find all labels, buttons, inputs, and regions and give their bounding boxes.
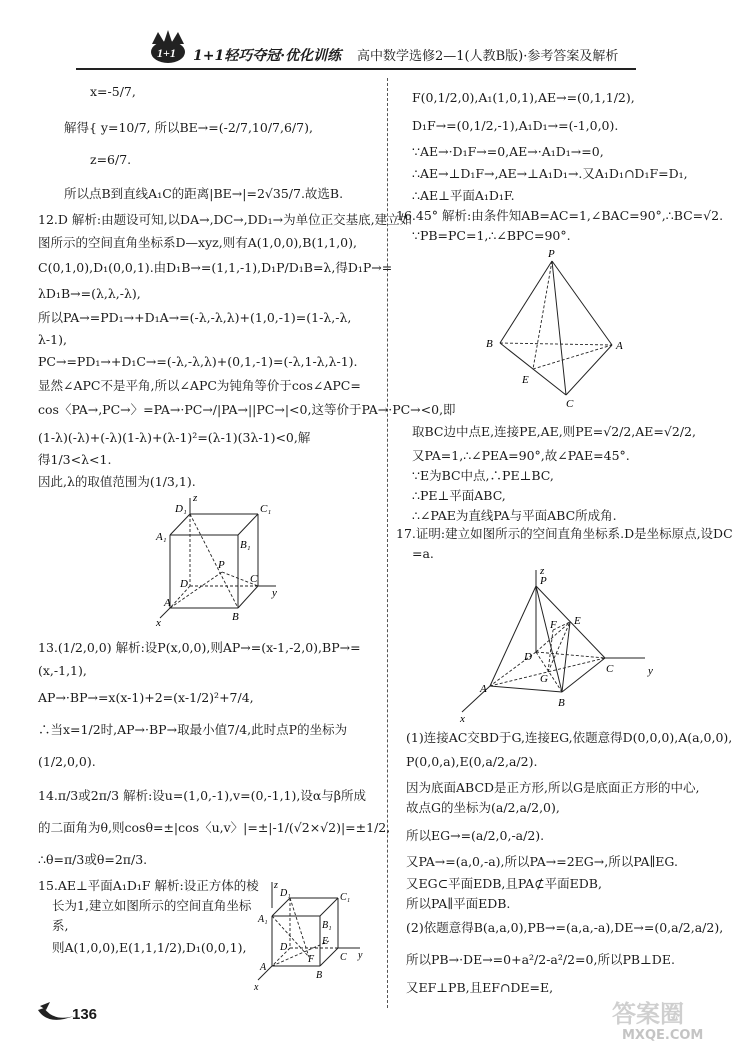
watermark-text: 答案圈 xyxy=(612,1000,684,1028)
header-subtitle: 高中数学选修2—1(人教B版)·参考答案及解析 xyxy=(357,49,619,64)
figure-cube-12 xyxy=(150,490,290,630)
text-line: (1-λ)(-λ)+(-λ)(1-λ)+(λ-1)²=(λ-1)(3λ-1)<0,解 xyxy=(38,430,311,445)
text-line: 17.证明:建立如图所示的空间直角坐标系.D是坐标原点,设DC xyxy=(396,526,733,541)
label-a1: A₁ xyxy=(258,914,268,925)
label-b: B xyxy=(486,338,493,350)
text-line: (2)依题意得B(a,a,0),PB→=(a,a,-a),DE→=(0,a/2,a/2), xyxy=(406,920,724,935)
label-z: z xyxy=(193,492,198,504)
text-line: 故点G的坐标为(a/2,a/2,0), xyxy=(406,800,560,815)
label-a: A xyxy=(616,340,623,352)
label-b: B xyxy=(316,970,323,981)
text-line: cos〈PA→,PC→〉=PA→·PC→/|PA→||PC→|<0,这等价于PA→·PC→<0,即 xyxy=(38,402,456,417)
text-line: ∵AE→·D₁F→=0,AE→·A₁D₁→=0, xyxy=(412,144,604,159)
text-line: ∴AE⊥平面A₁D₁F. xyxy=(412,188,515,203)
text-line: 又PA→=(a,0,-a),所以PA→=2EG→,所以PA∥EG. xyxy=(406,854,678,869)
text-line: 所以EG→=(a/2,0,-a/2). xyxy=(406,828,545,843)
text-line: 系, xyxy=(52,918,69,933)
text-line: 所以PA∥平面EDB. xyxy=(406,896,511,911)
text-line: 因为底面ABCD是正方形,所以G是底面正方形的中心, xyxy=(406,780,700,795)
text-line: 又PA=1,∴∠PEA=90°,故∠PAE=45°. xyxy=(412,448,630,463)
label-b: B xyxy=(232,611,239,623)
svg-text:1+1: 1+1 xyxy=(157,46,176,60)
text-line: (1)连接AC交BD于G,连接EG,依题意得D(0,0,0),A(a,0,0), xyxy=(406,730,733,745)
label-f: F xyxy=(550,619,557,631)
label-p: P xyxy=(218,559,225,571)
label-e: E xyxy=(574,615,581,627)
header-rule xyxy=(76,68,636,70)
label-y: y xyxy=(358,950,363,961)
label-c1: C₁ xyxy=(260,503,272,515)
text-line: F(0,1/2,0),A₁(1,0,1),AE→=(0,1,1/2), xyxy=(412,90,635,105)
text-line: ∴∠PAE为直线PA与平面ABC所成角. xyxy=(412,508,617,523)
text-line: 得1/3<λ<1. xyxy=(38,452,112,467)
text-line: 13.(1/2,0,0) 解析:设P(x,0,0),则AP→=(x-1,-2,0),BP→= xyxy=(38,640,361,655)
label-y: y xyxy=(648,665,653,677)
page-number: 136 xyxy=(72,1006,98,1023)
label-b1: B₁ xyxy=(240,539,251,551)
text-line: 又EF⊥PB,且EF∩DE=E, xyxy=(406,980,554,995)
label-d: D xyxy=(524,651,532,663)
label-b: B xyxy=(558,697,565,709)
text-line: ∵E为BC中点,∴PE⊥BC, xyxy=(412,468,554,483)
label-x: x xyxy=(156,617,161,629)
text-line: (x,-1,1), xyxy=(38,663,87,678)
label-d: D xyxy=(280,942,288,953)
label-d1: D₁ xyxy=(280,888,291,899)
label-p: P xyxy=(540,575,547,587)
label-x: x xyxy=(460,713,465,725)
text-line: 显然∠APC不是平角,所以∠APC为钝角等价于cos∠APC= xyxy=(38,378,361,393)
text-line: ∴θ=π/3或θ=2π/3. xyxy=(38,852,148,867)
text-line: 所以点B到直线A₁C的距离|BE→|=2√35/7.故选B. xyxy=(64,186,344,201)
text-line: λ-1), xyxy=(38,332,67,347)
text-line: ∵PB=PC=1,∴∠BPC=90°. xyxy=(412,228,571,243)
text-line: 15.AE⊥平面A₁D₁F 解析:设正方体的棱 xyxy=(38,878,259,893)
text-line: λD₁B→=(λ,λ,-λ), xyxy=(38,286,141,301)
text-line: 图所示的空间直角坐标系D—xyz,则有A(1,0,0),B(1,1,0), xyxy=(38,235,357,250)
label-d1: D₁ xyxy=(175,503,187,515)
label-z: z xyxy=(274,880,278,891)
label-y: y xyxy=(272,587,277,599)
label-f: F xyxy=(308,954,315,965)
label-z: z xyxy=(540,565,545,577)
text-line: 14.π/3或2π/3 解析:设u=(1,0,-1),v=(0,-1,1),设α与β所成 xyxy=(38,788,367,803)
label-c: C xyxy=(340,952,347,963)
label-c: C xyxy=(606,663,614,675)
figure-cube-15 xyxy=(252,878,372,993)
text-line: 取BC边中点E,连接PE,AE,则PE=√2/2,AE=√2/2, xyxy=(412,424,696,439)
text-line: P(0,0,a),E(0,a/2,a/2). xyxy=(406,754,538,769)
label-e: E xyxy=(522,374,529,386)
label-a: A xyxy=(480,683,487,695)
text-line: 解得{ y=10/7, 所以BE→=(-2/7,10/7,6/7), xyxy=(64,120,313,135)
text-line: z=6/7. xyxy=(90,152,132,167)
crown-logo-icon xyxy=(148,30,188,64)
label-d: D xyxy=(180,578,188,590)
label-e: E xyxy=(322,936,329,947)
label-b1: B₁ xyxy=(322,920,332,931)
text-line: 又EG⊂平面EDB,且PA⊄平面EDB, xyxy=(406,876,602,891)
text-line: x=-5/7, xyxy=(90,84,136,99)
text-line: (1/2,0,0). xyxy=(38,754,96,769)
text-line: C(0,1,0),D₁(0,0,1).由D₁B→=(1,1,-1),D₁P/D₁B=λ,得D₁P→= xyxy=(38,260,393,275)
swoosh-icon xyxy=(36,1002,76,1026)
text-line: ∴PE⊥平面ABC, xyxy=(412,488,506,503)
text-line: 长为1,建立如图所示的空间直角坐标 xyxy=(52,898,252,913)
header-logo xyxy=(148,30,188,64)
label-a: A xyxy=(164,597,171,609)
label-c: C xyxy=(250,573,258,585)
text-line: ∴当x=1/2时,AP→·BP→取最小值7/4,此时点P的坐标为 xyxy=(38,722,348,737)
text-line: 所以PA→=PD₁→+D₁A→=(-λ,-λ,λ)+(1,0,-1)=(1-λ,-λ, xyxy=(38,310,352,325)
text-line: D₁F→=(0,1/2,-1),A₁D₁→=(-1,0,0). xyxy=(412,118,619,133)
text-line: 的二面角为θ,则cosθ=±|cos〈u,v〉|=±|-1/(√2×√2)|=±1/2, xyxy=(38,820,391,835)
text-line: PC→=PD₁→+D₁C→=(-λ,-λ,λ)+(0,1,-1)=(-λ,1-λ,λ-1). xyxy=(38,354,358,369)
text-line: 则A(1,0,0),E(1,1,1/2),D₁(0,0,1), xyxy=(52,940,247,955)
text-line: 16.45° 解析:由条件知AB=AC=1,∠BAC=90°,∴BC=√2. xyxy=(396,208,724,223)
label-c: C xyxy=(566,398,574,410)
text-line: 所以PB→·DE→=0+a²/2-a²/2=0,所以PB⊥DE. xyxy=(406,952,675,967)
text-line: 因此,λ的取值范围为(1/3,1). xyxy=(38,474,196,489)
text-line: =a. xyxy=(412,546,434,561)
label-x: x xyxy=(254,982,259,993)
label-g: G xyxy=(540,673,548,685)
label-a: A xyxy=(260,962,267,973)
figure-tetra-16 xyxy=(480,245,640,415)
watermark-url: MXQE.COM xyxy=(622,1028,704,1043)
text-line: 12.D 解析:由题设可知,以DA→,DC→,DD₁→为单位正交基底,建立如 xyxy=(38,212,413,227)
label-p: P xyxy=(548,248,555,260)
figure-pyramid-17 xyxy=(440,562,670,727)
label-c1: C₁ xyxy=(340,892,351,903)
label-a1: A₁ xyxy=(156,531,167,543)
header-brand: 1+1轻巧夺冠·优化训练 xyxy=(193,48,342,64)
text-line: ∴AE→⊥D₁F→,AE→⊥A₁D₁→.又A₁D₁∩D₁F=D₁, xyxy=(412,166,688,181)
text-line: AP→·BP→=x(x-1)+2=(x-1/2)²+7/4, xyxy=(38,690,254,705)
